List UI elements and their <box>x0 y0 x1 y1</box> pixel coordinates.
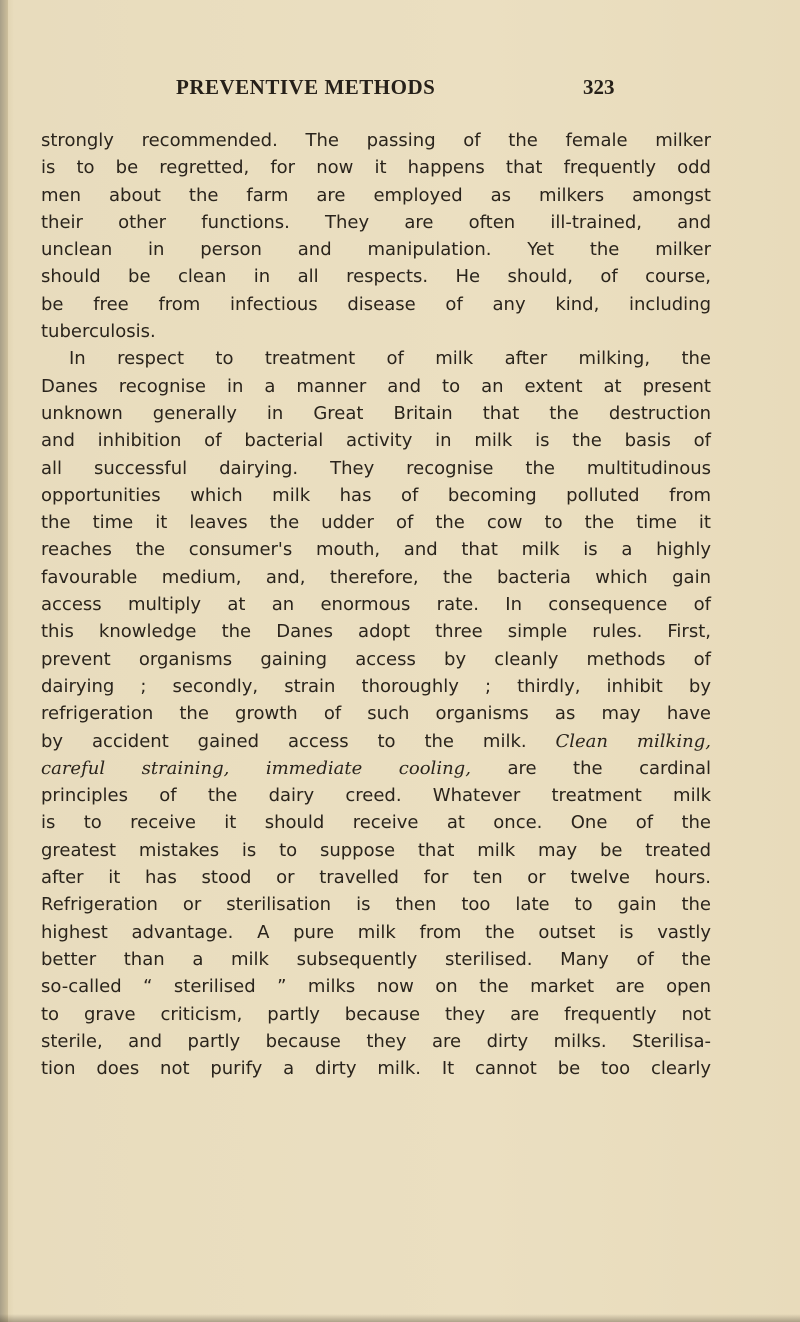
text-line: opportunities which milk has of becoming polluted from <box>41 484 711 506</box>
text-line: dairying ; secondly, strain thoroughly ; thirdly, inhibit by <box>41 675 711 697</box>
text-line: sterile, and partly because they are dirty milks. Sterilisa- <box>41 1030 711 1052</box>
text-line: Refrigeration or sterilisation is then too late to gain the <box>41 894 711 916</box>
text-line: principles of the dairy creed. Whatever treatment milk <box>41 785 711 807</box>
text-line-with-italic <box>41 755 711 782</box>
text-line: after it has stood or travelled for ten or twelve hours. <box>41 867 711 889</box>
text-segment: by accident gained access to the milk. <box>41 730 527 752</box>
page-number: 323 <box>583 75 615 99</box>
text-line: reaches the consumer's mouth, and that milk is a highly <box>41 539 711 561</box>
text-line: tuberculosis. <box>41 321 156 343</box>
text-line: prevent organisms gaining access by cleanly methods of <box>41 648 711 670</box>
text-line: highest advantage. A pure milk from the outset is vastly <box>41 921 711 943</box>
text-line: refrigeration the growth of such organisms as may have <box>41 703 711 725</box>
text-line: their other functions. They are often ill-trained, and <box>41 211 711 233</box>
page-bottom-edge <box>0 1314 800 1322</box>
text-line: men about the farm are employed as milkers amongst <box>41 184 711 206</box>
text-line: this knowledge the Danes adopt three simple rules. First, <box>41 621 711 643</box>
italic-segment: careful straining, immediate cooling, <box>41 757 471 779</box>
text-line: access multiply at an enormous rate. In consequence of <box>41 594 711 616</box>
text-line: is to be regretted, for now it happens that frequently odd <box>41 157 711 179</box>
text-line: the time it leaves the udder of the cow to the time it <box>41 512 711 534</box>
page-header <box>0 75 800 105</box>
text-line: so-called “ sterilised ” milks now on the market are open <box>41 976 711 998</box>
body-text <box>41 127 711 1082</box>
text-line: tion does not purify a dirty milk. It cannot be too clearly <box>41 1058 711 1080</box>
italic-segment: Clean milking, <box>555 730 711 752</box>
text-line: all successful dairying. They recognise the multitudinous <box>41 457 711 479</box>
page-binding-edge <box>0 0 8 1322</box>
text-line: should be clean in all respects. He should, of course, <box>41 266 711 288</box>
text-line: is to receive it should receive at once. One of the <box>41 812 711 834</box>
text-line: better than a milk subsequently sterilised. Many of the <box>41 948 711 970</box>
text-line: to grave criticism, partly because they are frequently not <box>41 1003 711 1025</box>
paragraph-first-line: In respect to treatment of milk after milking, the <box>69 348 711 370</box>
text-segment: are the cardinal <box>507 757 711 779</box>
text-line: Danes recognise in a manner and to an extent at present <box>41 375 711 397</box>
running-head: PREVENTIVE METHODS <box>176 75 436 99</box>
text-line: unknown generally in Great Britain that the destruction <box>41 402 711 424</box>
text-line: strongly recommended. The passing of the female milker <box>41 130 711 151</box>
text-line: unclean in person and manipulation. Yet the milker <box>41 239 711 261</box>
text-line: favourable medium, and, therefore, the bacteria which gain <box>41 566 711 588</box>
text-line: and inhibition of bacterial activity in milk is the basis of <box>41 430 711 452</box>
text-line-with-italic <box>41 728 711 755</box>
text-line: greatest mistakes is to suppose that milk may be treated <box>41 839 711 861</box>
text-line: be free from infectious disease of any kind, including <box>41 293 711 315</box>
